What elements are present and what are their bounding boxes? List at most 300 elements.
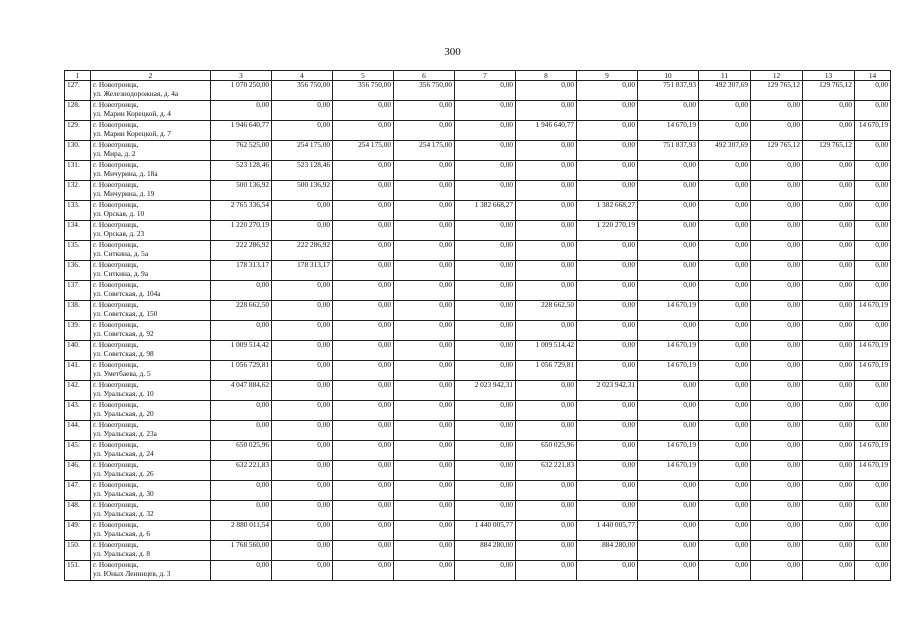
value-cell: 0,00 — [455, 401, 516, 421]
column-header: 12 — [751, 71, 803, 81]
value-cell: 0,00 — [699, 501, 751, 521]
value-cell: 0,00 — [394, 421, 455, 441]
value-cell: 0,00 — [455, 561, 516, 581]
value-cell: 500 136,92 — [272, 181, 333, 201]
value-cell: 0,00 — [855, 201, 891, 221]
address-street: ул. Марии Корецкой, д. 7 — [93, 128, 171, 138]
value-cell: 0,00 — [751, 561, 803, 581]
value-cell: 523 128,46 — [211, 161, 272, 181]
row-number: 147. — [65, 481, 91, 501]
value-cell: 632 221,83 — [516, 461, 577, 481]
value-cell: 0,00 — [699, 401, 751, 421]
value-cell: 0,00 — [803, 541, 855, 561]
value-cell: 0,00 — [577, 501, 638, 521]
address-city: г. Новотроицк, — [93, 320, 139, 329]
value-cell: 762 525,00 — [211, 141, 272, 161]
value-cell: 0,00 — [638, 241, 699, 261]
value-cell: 14 670,19 — [638, 461, 699, 481]
value-cell: 0,00 — [751, 121, 803, 141]
table-row — [65, 401, 891, 421]
value-cell: 0,00 — [516, 181, 577, 201]
address-street: ул. Мичурина, д. 19 — [93, 188, 155, 198]
row-number: 129. — [65, 121, 91, 141]
value-cell: 0,00 — [638, 481, 699, 501]
row-number: 143. — [65, 401, 91, 421]
value-cell: 0,00 — [333, 221, 394, 241]
address-city: г. Новотроицк, — [93, 420, 139, 429]
value-cell: 4 047 884,62 — [211, 381, 272, 401]
value-cell: 0,00 — [333, 321, 394, 341]
value-cell: 1 440 005,77 — [577, 521, 638, 541]
value-cell: 492 307,69 — [699, 141, 751, 161]
value-cell: 0,00 — [333, 261, 394, 281]
address-cell — [91, 261, 211, 281]
value-cell: 0,00 — [855, 281, 891, 301]
row-number: 135. — [65, 241, 91, 261]
value-cell: 0,00 — [803, 281, 855, 301]
value-cell: 0,00 — [751, 261, 803, 281]
table-row — [65, 461, 891, 481]
value-cell: 0,00 — [272, 381, 333, 401]
value-cell: 0,00 — [272, 281, 333, 301]
value-cell: 0,00 — [455, 281, 516, 301]
address-street: ул. Советская, д. 104а — [93, 288, 161, 298]
value-cell: 14 670,19 — [855, 441, 891, 461]
value-cell: 1 070 250,00 — [211, 81, 272, 101]
value-cell: 2 880 011,54 — [211, 521, 272, 541]
value-cell: 0,00 — [394, 361, 455, 381]
value-cell: 0,00 — [272, 401, 333, 421]
address-street: ул. Советская, д. 150 — [93, 308, 158, 318]
value-cell: 0,00 — [638, 381, 699, 401]
value-cell: 0,00 — [638, 281, 699, 301]
value-cell: 0,00 — [577, 401, 638, 421]
value-cell: 0,00 — [638, 401, 699, 421]
address-street: ул. Железнодорожная, д. 4а — [93, 88, 179, 98]
table-row — [65, 221, 891, 241]
address-city: г. Новотроицк, — [93, 400, 139, 409]
value-cell: 0,00 — [577, 281, 638, 301]
value-cell: 0,00 — [272, 361, 333, 381]
value-cell: 0,00 — [803, 521, 855, 541]
value-cell: 0,00 — [855, 161, 891, 181]
value-cell: 0,00 — [455, 301, 516, 321]
value-cell: 0,00 — [577, 101, 638, 121]
table-row — [65, 341, 891, 361]
table-row — [65, 201, 891, 221]
address-street: ул. Орская, д. 10 — [93, 208, 145, 218]
value-cell: 0,00 — [394, 161, 455, 181]
column-header: 2 — [91, 71, 211, 81]
address-city: г. Новотроицк, — [93, 540, 139, 549]
value-cell: 228 662,50 — [211, 301, 272, 321]
address-cell — [91, 221, 211, 241]
value-cell: 0,00 — [455, 161, 516, 181]
value-cell: 0,00 — [333, 121, 394, 141]
table-row — [65, 121, 891, 141]
value-cell: 0,00 — [855, 321, 891, 341]
table-row — [65, 521, 891, 541]
value-cell: 0,00 — [333, 341, 394, 361]
address-city: г. Новотроицк, — [93, 360, 139, 369]
value-cell: 0,00 — [516, 161, 577, 181]
row-number: 144. — [65, 421, 91, 441]
value-cell: 0,00 — [394, 281, 455, 301]
value-cell: 0,00 — [516, 221, 577, 241]
value-cell: 0,00 — [855, 101, 891, 121]
value-cell: 0,00 — [394, 541, 455, 561]
table-row — [65, 421, 891, 441]
value-cell: 0,00 — [751, 321, 803, 341]
value-cell: 0,00 — [751, 541, 803, 561]
value-cell: 0,00 — [394, 201, 455, 221]
value-cell: 0,00 — [699, 481, 751, 501]
column-header: 6 — [394, 71, 455, 81]
value-cell: 0,00 — [333, 521, 394, 541]
value-cell: 0,00 — [577, 261, 638, 281]
value-cell: 0,00 — [211, 421, 272, 441]
column-header: 10 — [638, 71, 699, 81]
address-city: г. Новотроицк, — [93, 220, 139, 229]
value-cell: 0,00 — [516, 381, 577, 401]
value-cell: 0,00 — [516, 101, 577, 121]
value-cell: 1 382 668,27 — [577, 201, 638, 221]
table-row — [65, 321, 891, 341]
value-cell: 0,00 — [211, 561, 272, 581]
row-number: 130. — [65, 141, 91, 161]
value-cell: 0,00 — [394, 441, 455, 461]
value-cell: 0,00 — [699, 361, 751, 381]
value-cell: 0,00 — [455, 241, 516, 261]
value-cell: 0,00 — [577, 141, 638, 161]
value-cell: 222 286,92 — [272, 241, 333, 261]
column-header: 5 — [333, 71, 394, 81]
row-number: 141. — [65, 361, 91, 381]
value-cell: 0,00 — [455, 421, 516, 441]
address-cell — [91, 541, 211, 561]
value-cell: 0,00 — [577, 301, 638, 321]
address-cell — [91, 481, 211, 501]
address-city: г. Новотроицк, — [93, 100, 139, 109]
value-cell: 0,00 — [333, 421, 394, 441]
value-cell: 0,00 — [516, 481, 577, 501]
value-cell: 1 056 729,81 — [211, 361, 272, 381]
value-cell: 0,00 — [272, 501, 333, 521]
value-cell: 0,00 — [699, 221, 751, 241]
address-cell — [91, 321, 211, 341]
value-cell: 0,00 — [394, 461, 455, 481]
value-cell: 0,00 — [455, 341, 516, 361]
value-cell: 0,00 — [333, 401, 394, 421]
value-cell: 0,00 — [699, 441, 751, 461]
address-cell — [91, 121, 211, 141]
header-row — [65, 71, 891, 81]
value-cell: 254 175,00 — [333, 141, 394, 161]
value-cell: 0,00 — [577, 321, 638, 341]
value-cell: 0,00 — [803, 561, 855, 581]
value-cell: 0,00 — [516, 321, 577, 341]
value-cell: 0,00 — [803, 261, 855, 281]
address-street: ул. Марии Корецкой, д. 4 — [93, 108, 171, 118]
table-body — [65, 71, 891, 581]
value-cell: 0,00 — [394, 321, 455, 341]
address-city: г. Новотроицк, — [93, 440, 139, 449]
value-cell: 0,00 — [855, 541, 891, 561]
value-cell: 0,00 — [577, 421, 638, 441]
value-cell: 751 837,93 — [638, 81, 699, 101]
value-cell: 751 837,93 — [638, 141, 699, 161]
value-cell: 356 750,00 — [272, 81, 333, 101]
column-header: 13 — [803, 71, 855, 81]
row-number: 128. — [65, 101, 91, 121]
value-cell: 0,00 — [855, 501, 891, 521]
value-cell: 0,00 — [333, 481, 394, 501]
value-cell: 0,00 — [577, 441, 638, 461]
value-cell: 0,00 — [272, 301, 333, 321]
address-cell — [91, 241, 211, 261]
value-cell: 0,00 — [272, 121, 333, 141]
value-cell: 1 009 514,42 — [211, 341, 272, 361]
value-cell: 1 946 640,77 — [516, 121, 577, 141]
value-cell: 0,00 — [751, 281, 803, 301]
page-number: 300 — [444, 46, 461, 58]
value-cell: 0,00 — [855, 81, 891, 101]
address-cell — [91, 341, 211, 361]
table-row — [65, 101, 891, 121]
value-cell: 356 750,00 — [333, 81, 394, 101]
address-cell — [91, 201, 211, 221]
value-cell: 650 025,96 — [516, 441, 577, 461]
value-cell: 0,00 — [751, 461, 803, 481]
value-cell: 884 280,00 — [455, 541, 516, 561]
value-cell: 0,00 — [333, 161, 394, 181]
value-cell: 0,00 — [699, 421, 751, 441]
table-row — [65, 181, 891, 201]
address-cell — [91, 161, 211, 181]
value-cell: 1 382 668,27 — [455, 201, 516, 221]
data-table — [64, 70, 891, 581]
value-cell: 0,00 — [455, 81, 516, 101]
address-street: ул. Уральская, д. 6 — [93, 528, 150, 538]
address-cell — [91, 461, 211, 481]
row-number: 148. — [65, 501, 91, 521]
address-city: г. Новотроицк, — [93, 260, 139, 269]
value-cell: 14 670,19 — [855, 121, 891, 141]
row-number: 149. — [65, 521, 91, 541]
address-street: ул. Уральская, д. 10 — [93, 388, 154, 398]
value-cell: 0,00 — [699, 261, 751, 281]
value-cell: 0,00 — [455, 141, 516, 161]
value-cell: 0,00 — [803, 181, 855, 201]
value-cell: 0,00 — [394, 181, 455, 201]
value-cell: 0,00 — [577, 161, 638, 181]
value-cell: 0,00 — [803, 101, 855, 121]
value-cell: 0,00 — [333, 361, 394, 381]
value-cell: 0,00 — [516, 501, 577, 521]
value-cell: 0,00 — [751, 341, 803, 361]
address-street: ул. Орская, д. 23 — [93, 228, 145, 238]
value-cell: 0,00 — [855, 261, 891, 281]
value-cell: 0,00 — [577, 361, 638, 381]
address-city: г. Новотроицк, — [93, 500, 139, 509]
value-cell: 0,00 — [272, 101, 333, 121]
value-cell: 0,00 — [751, 481, 803, 501]
table-row — [65, 141, 891, 161]
value-cell: 0,00 — [751, 501, 803, 521]
column-header: 8 — [516, 71, 577, 81]
address-city: г. Новотроицк, — [93, 120, 139, 129]
value-cell: 2 023 942,31 — [577, 381, 638, 401]
address-street: ул. Советская, д. 92 — [93, 328, 154, 338]
address-cell — [91, 441, 211, 461]
value-cell: 0,00 — [751, 181, 803, 201]
value-cell: 0,00 — [855, 381, 891, 401]
value-cell: 0,00 — [333, 301, 394, 321]
table-row — [65, 301, 891, 321]
value-cell: 0,00 — [751, 161, 803, 181]
value-cell: 0,00 — [333, 281, 394, 301]
value-cell: 0,00 — [751, 221, 803, 241]
row-number: 134. — [65, 221, 91, 241]
row-number: 131. — [65, 161, 91, 181]
value-cell: 0,00 — [333, 501, 394, 521]
address-city: г. Новотроицк, — [93, 180, 139, 189]
value-cell: 0,00 — [855, 401, 891, 421]
value-cell: 254 175,00 — [394, 141, 455, 161]
value-cell: 0,00 — [333, 101, 394, 121]
value-cell: 0,00 — [638, 501, 699, 521]
value-cell: 0,00 — [394, 501, 455, 521]
value-cell: 500 136,92 — [211, 181, 272, 201]
value-cell: 0,00 — [333, 541, 394, 561]
value-cell: 0,00 — [455, 101, 516, 121]
value-cell: 0,00 — [455, 321, 516, 341]
value-cell: 14 670,19 — [638, 441, 699, 461]
address-cell — [91, 381, 211, 401]
row-number: 127. — [65, 81, 91, 101]
value-cell: 0,00 — [272, 321, 333, 341]
value-cell: 0,00 — [751, 521, 803, 541]
value-cell: 0,00 — [272, 481, 333, 501]
value-cell: 2 023 942,31 — [455, 381, 516, 401]
value-cell: 1 946 640,77 — [211, 121, 272, 141]
value-cell: 0,00 — [516, 241, 577, 261]
value-cell: 0,00 — [455, 121, 516, 141]
value-cell: 0,00 — [751, 201, 803, 221]
address-cell — [91, 81, 211, 101]
value-cell: 0,00 — [751, 441, 803, 461]
address-city: г. Новотроицк, — [93, 240, 139, 249]
value-cell: 0,00 — [394, 221, 455, 241]
value-cell: 0,00 — [699, 541, 751, 561]
address-street: ул. Советская, д. 98 — [93, 348, 154, 358]
value-cell: 0,00 — [394, 481, 455, 501]
value-cell: 0,00 — [394, 301, 455, 321]
value-cell: 0,00 — [455, 261, 516, 281]
value-cell: 0,00 — [699, 101, 751, 121]
value-cell: 0,00 — [699, 521, 751, 541]
value-cell: 0,00 — [455, 221, 516, 241]
row-number: 150. — [65, 541, 91, 561]
value-cell: 0,00 — [455, 481, 516, 501]
value-cell: 0,00 — [638, 261, 699, 281]
address-street: ул. Ситкина, д. 5а — [93, 248, 149, 258]
value-cell: 0,00 — [577, 81, 638, 101]
value-cell: 0,00 — [272, 561, 333, 581]
value-cell: 0,00 — [803, 441, 855, 461]
value-cell: 0,00 — [394, 521, 455, 541]
value-cell: 0,00 — [803, 241, 855, 261]
value-cell: 0,00 — [211, 321, 272, 341]
value-cell: 0,00 — [803, 201, 855, 221]
value-cell: 0,00 — [638, 161, 699, 181]
value-cell: 0,00 — [803, 381, 855, 401]
value-cell: 0,00 — [803, 481, 855, 501]
address-street: ул. Ситкина, д. 9а — [93, 268, 149, 278]
table-row — [65, 361, 891, 381]
address-city: г. Новотроицк, — [93, 560, 139, 569]
value-cell: 14 670,19 — [638, 361, 699, 381]
value-cell: 0,00 — [455, 501, 516, 521]
value-cell: 129 765,12 — [751, 141, 803, 161]
value-cell: 0,00 — [394, 341, 455, 361]
value-cell: 0,00 — [333, 181, 394, 201]
value-cell: 1 056 729,81 — [516, 361, 577, 381]
address-street: ул. Уральская, д. 20 — [93, 408, 154, 418]
row-number: 142. — [65, 381, 91, 401]
address-city: г. Новотроицк, — [93, 300, 139, 309]
table-row — [65, 281, 891, 301]
value-cell: 0,00 — [855, 181, 891, 201]
value-cell: 0,00 — [803, 361, 855, 381]
value-cell: 14 670,19 — [638, 341, 699, 361]
value-cell: 0,00 — [638, 561, 699, 581]
value-cell: 0,00 — [394, 381, 455, 401]
value-cell: 0,00 — [855, 481, 891, 501]
value-cell: 14 670,19 — [638, 301, 699, 321]
value-cell: 0,00 — [699, 121, 751, 141]
column-header: 11 — [699, 71, 751, 81]
row-number: 132. — [65, 181, 91, 201]
value-cell: 0,00 — [751, 361, 803, 381]
value-cell: 0,00 — [577, 461, 638, 481]
column-header: 4 — [272, 71, 333, 81]
value-cell: 0,00 — [516, 281, 577, 301]
value-cell: 1 220 270,19 — [211, 221, 272, 241]
value-cell: 0,00 — [455, 441, 516, 461]
value-cell: 14 670,19 — [855, 461, 891, 481]
address-city: г. Новотроицк, — [93, 460, 139, 469]
value-cell: 14 670,19 — [855, 341, 891, 361]
value-cell: 0,00 — [211, 101, 272, 121]
value-cell: 523 128,46 — [272, 161, 333, 181]
value-cell: 14 670,19 — [855, 361, 891, 381]
value-cell: 0,00 — [272, 541, 333, 561]
address-street: ул. Мира, д. 2 — [93, 148, 136, 158]
value-cell: 0,00 — [699, 281, 751, 301]
value-cell: 0,00 — [516, 201, 577, 221]
value-cell: 0,00 — [455, 181, 516, 201]
row-number: 133. — [65, 201, 91, 221]
value-cell: 0,00 — [751, 101, 803, 121]
address-street: ул. Уметбаева, д. 5 — [93, 368, 151, 378]
value-cell: 0,00 — [855, 561, 891, 581]
value-cell: 0,00 — [577, 341, 638, 361]
value-cell: 0,00 — [699, 181, 751, 201]
address-cell — [91, 301, 211, 321]
value-cell: 0,00 — [516, 401, 577, 421]
value-cell: 0,00 — [638, 101, 699, 121]
